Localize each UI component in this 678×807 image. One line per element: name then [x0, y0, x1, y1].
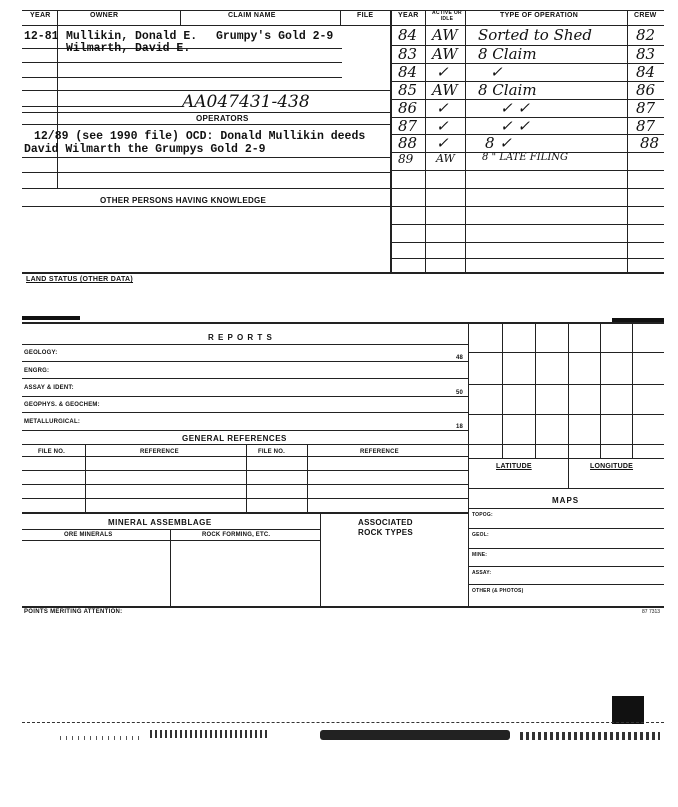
- associated-divider: [320, 512, 321, 606]
- operators-row-2: [22, 172, 390, 173]
- activity-status: ✓: [436, 63, 449, 81]
- rock-forming-header: ROCK FORMING, ETC.: [202, 532, 271, 538]
- col-header-type-of-operation: TYPE OF OPERATION: [500, 12, 579, 19]
- general-refs-rule: [22, 444, 468, 445]
- coords-bottom-rule: [468, 488, 664, 489]
- reports-rule-2: [22, 378, 468, 379]
- ore-minerals-header: ORE MINERALS: [64, 532, 113, 538]
- activity-row-line-9: [392, 188, 664, 189]
- geology-label: GEOLOGY:: [24, 350, 58, 356]
- general-references-title: GENERAL REFERENCES: [182, 434, 287, 443]
- handwritten-file-number: AA047431-438: [182, 92, 310, 112]
- latitude-label: LATITUDE: [496, 463, 532, 470]
- general-refs-col-2: [246, 444, 247, 512]
- activity-year: 84: [398, 63, 418, 81]
- activity-year: 85: [398, 81, 418, 99]
- owner-row-4: [22, 90, 390, 91]
- grid-row-3: [468, 414, 664, 415]
- geophys-label: GEOPHYS. & GEOCHEM:: [24, 402, 100, 408]
- mineral-header-rule: [22, 540, 320, 541]
- operators-rule-2: [22, 124, 390, 125]
- other-persons-label: OTHER PERSONS HAVING KNOWLEDGE: [100, 196, 267, 205]
- mineral-rule: [22, 529, 320, 530]
- file-no-header: FILE NO.: [38, 449, 65, 455]
- operators-line-2: David Wilmarth the Grumpys Gold 2-9: [24, 143, 266, 156]
- activity-crew: 83: [636, 45, 656, 63]
- grid-col-4: [600, 322, 601, 458]
- activity-status: ✓: [436, 117, 449, 135]
- col-header-file: FILE: [357, 12, 374, 19]
- maps-mine-label: MINE:: [472, 552, 488, 558]
- activity-status: AW: [432, 81, 458, 99]
- grid-row-4: [468, 444, 664, 445]
- maps-title: MAPS: [552, 496, 580, 505]
- activity-crew: 84: [636, 63, 656, 81]
- activity-operation: ✓ ✓: [500, 117, 530, 135]
- scan-noise-4: [60, 736, 140, 740]
- maps-topog-label: TOPOG:: [472, 512, 493, 518]
- activity-crew: 87: [636, 99, 656, 117]
- general-refs-row-1: [22, 470, 468, 471]
- operators-row-1: [22, 157, 390, 158]
- grid-row-1: [468, 352, 664, 353]
- activity-crew: 86: [636, 81, 656, 99]
- activity-operation: 8 Claim: [478, 45, 537, 63]
- reports-rule-4: [22, 412, 468, 413]
- maps-rule-0: [468, 508, 664, 509]
- grid-col-3: [568, 322, 569, 488]
- activity-operation: 8 Claim: [478, 81, 537, 99]
- scan-block: [612, 696, 644, 724]
- claim-name: Grumpy's Gold 2-9: [216, 30, 334, 43]
- general-refs-row-3: [22, 498, 468, 499]
- divider-claim: [340, 10, 341, 25]
- operators-line-1: 12/89 (see 1990 file) OCD: Donald Mullikin deeds: [34, 130, 366, 143]
- scan-noise-3: [520, 732, 660, 740]
- grid-row-2: [468, 384, 664, 385]
- longitude-label: LONGITUDE: [590, 463, 634, 470]
- activity-operation: Sorted to Shed: [478, 26, 592, 44]
- assay-label: ASSAY & IDENT:: [24, 385, 74, 391]
- points-top-rule: [22, 606, 664, 608]
- reports-rule-3: [22, 396, 468, 397]
- activity-status: ✓: [436, 99, 449, 117]
- associated-label: ASSOCIATED: [358, 518, 413, 527]
- scan-mark-left: [22, 316, 80, 320]
- activity-year: 89: [398, 152, 414, 166]
- divider-file: [390, 10, 392, 272]
- activity-row-line-10: [392, 206, 664, 207]
- mineral-col-divider: [170, 529, 171, 606]
- owner-row-5: [22, 106, 182, 107]
- general-refs-bottom-rule: [22, 512, 468, 514]
- activity-row-line-2: [392, 63, 664, 64]
- maps-rule-4: [468, 584, 664, 585]
- activity-crew: 88: [640, 134, 660, 152]
- maps-rule-2: [468, 548, 664, 549]
- land-status-top-rule: [22, 272, 664, 274]
- activity-row-line-12: [392, 242, 664, 243]
- scan-noise-1: [150, 730, 270, 738]
- form-number: 87 7313: [642, 609, 661, 615]
- reports-right-divider: [468, 322, 469, 606]
- divider-year2: [425, 10, 426, 272]
- col-header-year: YEAR: [30, 12, 51, 19]
- reports-rule-0: [22, 344, 468, 345]
- operators-row-3: [22, 188, 390, 189]
- metallurgical-label: METALLURGICAL:: [24, 419, 81, 425]
- scan-noise-2: [320, 730, 510, 740]
- engrg-label: ENGRG:: [24, 368, 50, 374]
- activity-year: 83: [398, 45, 418, 63]
- metallurgical-number: 18: [456, 424, 464, 430]
- reference-header: REFERENCE: [140, 449, 179, 455]
- owner-row-3: [22, 77, 342, 78]
- maps-rule-3: [468, 566, 664, 567]
- col-header-owner: OWNER: [90, 12, 119, 19]
- owner-name-1: Mullikin, Donald E.: [66, 30, 198, 43]
- col-header-claim-name: CLAIM NAME: [228, 12, 276, 19]
- reports-rule-5: [22, 430, 468, 431]
- activity-operation: 8 " LATE FILING: [482, 152, 569, 163]
- activity-operation: ✓ ✓: [500, 99, 530, 117]
- divider-operation: [627, 10, 628, 272]
- reference-header-2: REFERENCE: [360, 449, 399, 455]
- activity-status: AW: [436, 152, 455, 165]
- geology-number: 48: [456, 355, 464, 361]
- general-refs-col-3: [307, 444, 308, 512]
- activity-row-line-8: [392, 170, 664, 171]
- general-refs-row-2: [22, 484, 468, 485]
- general-refs-col-1: [85, 444, 86, 512]
- owner-year: 12-81: [24, 30, 59, 43]
- activity-status: AW: [432, 26, 458, 44]
- activity-operation: ✓: [490, 63, 503, 81]
- grid-col-1: [502, 322, 503, 458]
- activity-year: 86: [398, 99, 418, 117]
- activity-row-line-11: [392, 224, 664, 225]
- points-meriting-attention-label: POINTS MERITING ATTENTION:: [24, 609, 123, 615]
- operators-label: OPERATORS: [196, 114, 249, 123]
- reports-title: R E P O R T S: [208, 333, 273, 342]
- owner-name-2: Wilmarth, David E.: [66, 42, 191, 55]
- rock-types-label: ROCK TYPES: [358, 528, 414, 537]
- header-rule: [22, 25, 390, 26]
- other-persons-rule: [22, 206, 390, 207]
- activity-operation: 8 ✓: [485, 134, 512, 152]
- divider-owner: [180, 10, 181, 25]
- activity-year: 84: [398, 26, 418, 44]
- land-status-label: LAND STATUS (OTHER DATA): [26, 276, 134, 283]
- col-header-crew: CREW: [634, 12, 657, 19]
- activity-crew: 82: [636, 26, 656, 44]
- reports-rule-1: [22, 361, 468, 362]
- grid-col-2: [535, 322, 536, 458]
- maps-assay-label: ASSAY:: [472, 570, 492, 576]
- activity-row-line-13: [392, 258, 664, 259]
- col-header-year-2: YEAR: [398, 12, 419, 19]
- maps-rule-1: [468, 528, 664, 529]
- grid-row-5: [468, 458, 664, 459]
- col-header-active-idle: ACTIVE OR IDLE: [432, 10, 462, 22]
- grid-col-5: [632, 322, 633, 458]
- maps-other-label: OTHER (& PHOTOS): [472, 588, 524, 594]
- owner-row-2: [22, 62, 342, 63]
- mineral-assemblage-title: MINERAL ASSEMBLAGE: [108, 518, 212, 527]
- divider-active: [465, 10, 466, 272]
- file-no-header-2: FILE NO.: [258, 449, 285, 455]
- operators-rule: [22, 112, 390, 113]
- activity-crew: 87: [636, 117, 656, 135]
- general-refs-header-rule: [22, 456, 468, 457]
- maps-geol-label: GEOL:: [472, 532, 489, 538]
- activity-year: 88: [398, 134, 418, 152]
- activity-year: 87: [398, 117, 418, 135]
- assay-number: 50: [456, 390, 464, 396]
- activity-status: AW: [432, 45, 458, 63]
- activity-status: ✓: [436, 134, 449, 152]
- scan-dash-line: [22, 722, 664, 723]
- top-border: [22, 10, 390, 11]
